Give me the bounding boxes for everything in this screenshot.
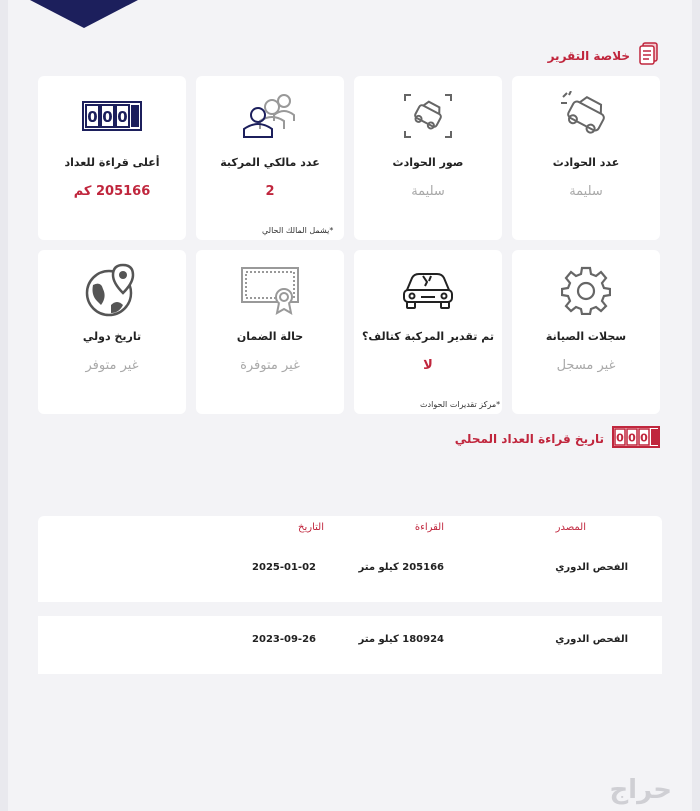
row-spacer <box>38 602 662 616</box>
certificate-icon <box>196 264 344 316</box>
svg-text:0: 0 <box>640 431 648 445</box>
report-page <box>8 0 692 811</box>
row-date: 2025-01-02 <box>252 562 316 573</box>
gear-icon <box>512 264 660 316</box>
warranty-status-label: حالة الضمان <box>236 330 304 343</box>
international-history-value: غير متوفر <box>85 358 139 373</box>
maintenance-records-card <box>512 250 660 414</box>
vehicle-owners-label: عدد مالكي المركبة <box>220 156 320 169</box>
total-loss-card <box>354 250 502 414</box>
odometer-icon <box>38 90 186 142</box>
svg-text:0: 0 <box>628 431 636 445</box>
odometer-history-header <box>455 426 660 452</box>
document-icon <box>638 42 660 70</box>
vehicle-owners-value: 2 <box>265 184 275 199</box>
international-history-card <box>38 250 186 414</box>
accidents-count-card <box>512 76 660 240</box>
accidents-count-label: عدد الحوادث <box>552 156 620 169</box>
total-loss-value: لا <box>423 358 433 373</box>
svg-text:0: 0 <box>117 108 128 126</box>
column-header-source: المصدر <box>555 522 586 533</box>
odometer-history-table <box>38 516 662 674</box>
accident-photos-label: صور الحوادث <box>392 156 464 169</box>
odometer-icon <box>612 426 660 452</box>
total-loss-note: *مركز تقديرات الحوادث <box>420 400 501 409</box>
watermark-logo: حراج <box>609 775 672 805</box>
svg-text:0: 0 <box>102 108 113 126</box>
report-summary-title: خلاصة التقرير <box>547 49 630 63</box>
row-reading: 205166 كيلو متر <box>358 562 444 573</box>
warranty-status-card <box>196 250 344 414</box>
vehicle-owners-note: *يشمل المالك الحالي <box>262 226 334 235</box>
row-source: الفحص الدوري <box>555 634 628 645</box>
max-odometer-card <box>38 76 186 240</box>
header-banner-shape <box>30 0 138 28</box>
car-front-icon <box>354 264 502 316</box>
max-odometer-value: 205166 كم <box>73 184 151 199</box>
car-photo-frame-icon <box>354 90 502 142</box>
warranty-status-value: غير متوفرة <box>240 358 300 373</box>
owners-icon <box>196 90 344 142</box>
accident-photos-card <box>354 76 502 240</box>
row-reading: 180924 كيلو متر <box>358 634 444 645</box>
globe-pin-icon <box>38 264 186 316</box>
svg-text:0: 0 <box>87 108 98 126</box>
maintenance-records-value: غير مسجل <box>556 358 616 373</box>
svg-text:0: 0 <box>616 431 624 445</box>
column-header-reading: القراءة <box>414 522 444 533</box>
max-odometer-label: أعلى قراءة للعداد <box>64 156 160 169</box>
row-date: 2023-09-26 <box>252 634 316 645</box>
international-history-label: تاريخ دولي <box>82 330 142 343</box>
odometer-history-title: تاريخ قراءة العداد المحلي <box>454 432 604 446</box>
maintenance-records-label: سجلات الصيانة <box>545 330 627 343</box>
table-row <box>38 544 662 602</box>
table-header <box>38 516 662 544</box>
column-header-date: التاريخ <box>298 522 324 533</box>
vehicle-owners-card <box>196 76 344 240</box>
accidents-count-value: سليمة <box>569 184 603 199</box>
row-source: الفحص الدوري <box>555 562 628 573</box>
table-row <box>38 616 662 674</box>
damaged-car-icon <box>512 90 660 142</box>
accident-photos-value: سليمة <box>411 184 445 199</box>
total-loss-label: تم تقدير المركبة كتالف؟ <box>362 330 494 343</box>
report-summary-header <box>548 42 660 70</box>
